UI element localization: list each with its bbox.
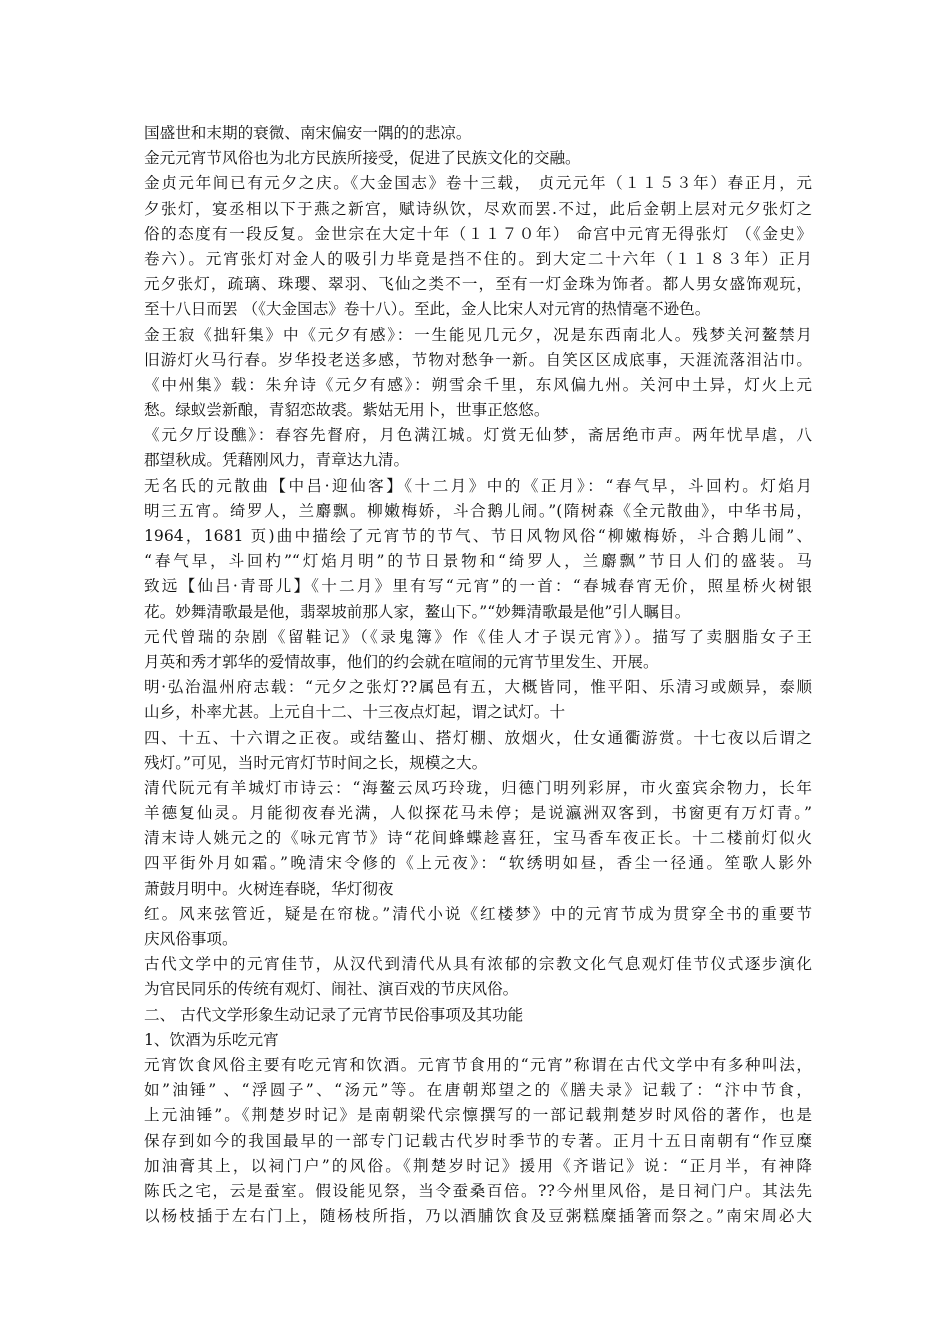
text-line: 俗的态度有一段反复。金世宗在大定十年（１１７０年） 命宫中元宵无得张灯 （《金史》: [144, 224, 812, 243]
text-line: 清末诗人姚元之的《咏元宵节》诗“花间蜂蝶趁喜狂，宝马香车夜正长。十二楼前灯似火: [144, 829, 812, 848]
text-line: 萧鼓月明中。火树连春晓，华灯彻夜: [144, 879, 394, 898]
text-line: 山乡，朴率尤甚。上元自十二、十三夜点灯起，谓之试灯。十: [144, 703, 566, 722]
text-line: 上元油锤”。《荆楚岁时记》是南朝梁代宗懔撰写的一部记载荆楚岁时风俗的著作，也是: [144, 1106, 812, 1125]
text-line: 羊德复仙灵。月能彻夜春光满，人似探花马未停；是说瀛洲双客到，书窗更有万灯青。”: [144, 804, 812, 823]
text-line: 明三五宵。绮罗人，兰麝飘。柳嫩梅娇，斗合鹅儿闹。”(隋树森《全元散曲》，中华书局，: [144, 501, 812, 520]
text-line: 夕张灯，宴丞相以下于燕之新宫，赋诗纵饮，尽欢而罢.不过，此后金朝上层对元夕张灯之: [144, 199, 812, 218]
text-line: 红。风来弦管近，疑是在帘栊。”清代小说《红楼梦》中的元宵节成为贯穿全书的重要节: [144, 904, 812, 923]
text-line: 《中州集》载：朱弁诗《元夕有感》：朔雪余千里，东风偏九州。关河中土异，灯火上元: [144, 375, 812, 394]
text-line: 无名氏的元散曲【中吕·迎仙客】《十二月》中的《正月》：“春气早，斗回杓。灯焰月: [144, 476, 812, 495]
text-line: “春气早，斗回杓”“灯焰月明”的节日景物和“绮罗人，兰麝飘”节日人们的盛装。马: [144, 552, 812, 571]
text-line: 保存到如今的我国最早的一部专门记载古代岁时季节的专著。正月十五日南朝有“作豆糜: [144, 1131, 812, 1150]
text-line: 旧游灯火马行春。岁华投老送多感，节物对愁争一新。自笑区区成底事，天涯流落泪沾巾。: [144, 350, 812, 369]
text-line: 庆风俗事项。: [144, 930, 238, 948]
text-line: 为官民同乐的传统有观灯、闹社、演百戏的节庆风俗。: [144, 980, 519, 999]
text-line: 郡望秋成。凭藉刚风力，青章达九清。: [144, 451, 410, 470]
text-line: 致远【仙吕·青哥儿】《十二月》里有写“元宵”的一首：“春城春宵无价，照星桥火树银: [144, 577, 812, 596]
text-line: 1964，1681 页)曲中描绘了元宵节的节气、节日风物风俗“柳嫩梅娇，斗合鹅儿闹”、: [144, 527, 812, 545]
text-line: 以杨枝插于左右门上，随杨枝所指，乃以酒脯饮食及豆粥糕糜插箸而祭之。”南宋周必大: [144, 1207, 812, 1226]
text-line: 元代曾瑞的杂剧《留鞋记》（《录鬼簿》作《佳人才子误元宵》）。描写了卖胭脂女子王: [144, 627, 812, 646]
text-line: 金元元宵节风俗也为北方民族所接受，促进了民族文化的交融。: [144, 149, 581, 168]
text-line: 金贞元年间已有元夕之庆。《大金国志》卷十三载， 贞元元年（１１５３年）春正月，元: [144, 174, 812, 193]
text-line: 至十八日而罢 （《大金国志》卷十八）。至此，金人比宋人对元宵的热情毫不逊色。: [144, 300, 711, 319]
text-line: 金王寂《拙轩集》中《元夕有感》：一生能见几元夕，况是东西南北人。残梦关河鳌禁月: [144, 325, 812, 344]
text-line: 四、十五、十六谓之正夜。或结鳌山、搭灯棚、放烟火，仕女通衢游赏。十七夜以后谓之: [144, 728, 812, 747]
text-line: 古代文学中的元宵佳节，从汉代到清代从具有浓郁的宗教文化气息观灯佳节仪式逐步演化: [144, 955, 812, 974]
text-line: 月英和秀才郭华的爱情故事，他们的约会就在喧闹的元宵节里发生、开展。: [144, 652, 659, 671]
text-line: 国盛世和末期的衰微、南宋偏安一隅的的悲凉。: [144, 124, 472, 142]
text-line: 花。妙舞清歌最是他，翡翠坡前那人家，鳌山下。”“妙舞清歌最是他”引人瞩目。: [144, 602, 691, 621]
text-line: 1、饮酒为乐吃元宵: [144, 1030, 279, 1049]
text-line: 加油膏其上，以祠门户”的风俗。《荆楚岁时记》援用《齐谐记》说：“正月半，有神降: [144, 1156, 812, 1175]
text-line: 如”油锤” 、“浮圆子”、“汤元”等。在唐朝郑望之的《膳夫录》记载了：“汴中节食，: [144, 1081, 812, 1100]
text-line: 愁。绿蚁尝新酿，青貂恋故裘。紫姑无用卜，世事正悠悠。: [144, 401, 550, 420]
text-line: 四平街外月如霜。”晚清宋令修的《上元夜》：“软绣明如昼，香尘一径通。笙歌人影外: [144, 854, 812, 873]
text-line: 明·弘治温州府志载：“元夕之张灯??属邑有五，大概皆同，惟平阳、乐清习或颇异，泰顺: [144, 678, 812, 697]
text-line: 残灯。”可见，当时元宵灯节时间之长，规模之大。: [144, 753, 488, 772]
text-line: 《元夕厅设醮》：春容先督府，月色满江城。灯赏无仙梦，斋居绝市声。两年忧旱虐，八: [144, 426, 812, 445]
text-line: 元夕张灯，疏璃、珠璎、翠羽、飞仙之类不一，至有一灯金珠为饰者。都人男女盛饰观玩，: [144, 275, 812, 294]
text-line: 二、 古代文学形象生动记录了元宵节民俗事项及其功能: [144, 1005, 524, 1024]
text-line: 清代阮元有羊城灯市诗云：“海鳌云凤巧玲珑，归德门明列彩屏，市火蛮宾余物力，长年: [144, 778, 812, 797]
text-line: 卷六）。元宵张灯对金人的吸引力毕竟是挡不住的。到大定二十六年（１１８３年）正月: [144, 249, 812, 268]
document-body: [144, 121, 812, 1229]
text-line: 陈氏之宅，云是蚕室。假设能见祭，当令蚕桑百倍。??今州里风俗，是日祠门户。其法先: [144, 1181, 812, 1200]
text-line: 元宵饮食风俗主要有吃元宵和饮酒。元宵节食用的“元宵”称谓在古代文学中有多种叫法，: [144, 1055, 812, 1074]
